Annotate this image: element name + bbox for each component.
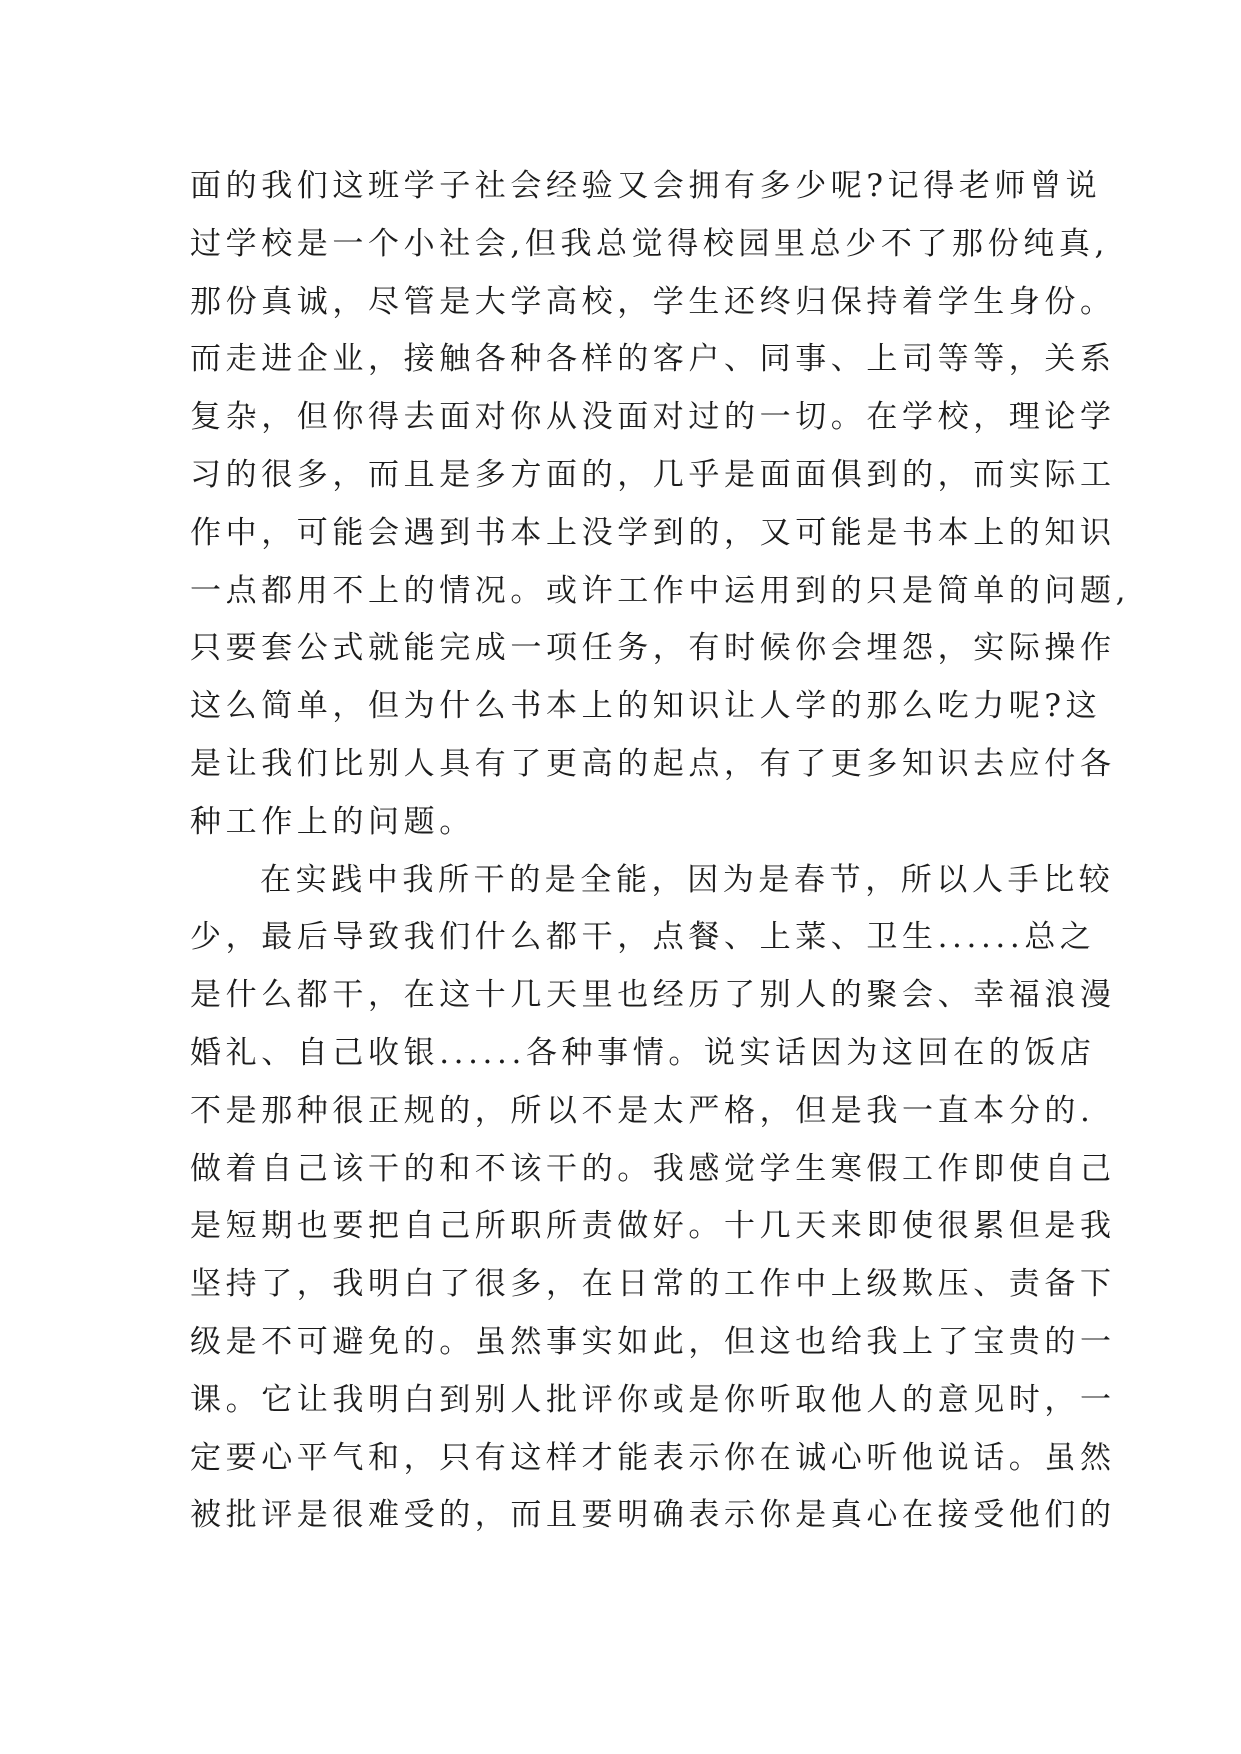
text-line: 而走进企业，接触各种各样的客户、同事、上司等等，关系 — [190, 341, 1116, 378]
text-line: 级是不可避免的。虽然事实如此，但这也给我上了宝贵的一 — [190, 1323, 1116, 1360]
paragraph-first-line: 在实践中我所干的是全能，因为是春节，所以人手比较 — [260, 861, 1115, 898]
text-line: 复杂，但你得去面对你从没面对过的一切。在学校，理论学 — [190, 399, 1116, 436]
text-line: 面的我们这班学子社会经验又会拥有多少呢?记得老师曾说 — [190, 168, 1102, 204]
text-line: 一点都用不上的情况。或许工作中运用到的只是简单的问题, — [190, 572, 1131, 609]
text-line: 被批评是很难受的，而且要明确表示你是真心在接受他们的 — [190, 1497, 1116, 1534]
body-text — [190, 158, 1131, 1545]
text-line: 少，最后导致我们什么都干，点餐、上菜、卫生......总之 — [190, 919, 1096, 956]
text-line: 定要心平气和，只有这样才能表示你在诚心听他说话。虽然 — [190, 1439, 1116, 1476]
text-line: 这么简单，但为什么书本上的知识让人学的那么吃力呢?这 — [190, 688, 1102, 725]
text-line: 只要套公式就能完成一项任务，有时候你会埋怨，实际操作 — [190, 630, 1116, 667]
text-line: 习的很多，而且是多方面的，几乎是面面俱到的，而实际工 — [190, 456, 1116, 493]
text-line: 过学校是一个小社会,但我总觉得校园里总少不了那份纯真, — [190, 225, 1109, 262]
text-line: 作中，可能会遇到书本上没学到的，又可能是书本上的知识 — [190, 514, 1116, 551]
text-line: 是让我们比别人具有了更高的起点，有了更多知识去应付各 — [190, 745, 1116, 782]
text-line: 是短期也要把自己所职所责做好。十几天来即使很累但是我 — [190, 1208, 1116, 1245]
text-line: 那份真诚，尽管是大学高校，学生还终归保持着学生身份。 — [190, 283, 1116, 320]
text-line: 是什么都干，在这十几天里也经历了别人的聚会、幸福浪漫 — [190, 977, 1116, 1014]
text-line: 课。它让我明白到别人批评你或是你听取他人的意见时，一 — [190, 1381, 1116, 1418]
text-line: 种工作上的问题。 — [190, 803, 475, 840]
text-line: 不是那种很正规的，所以不是太严格，但是我一直本分的. — [190, 1092, 1095, 1129]
text-line: 坚持了，我明白了很多，在日常的工作中上级欺压、责备下 — [190, 1266, 1116, 1303]
text-line: 做着自己该干的和不该干的。我感觉学生寒假工作即使自己 — [190, 1150, 1116, 1187]
text-line: 婚礼、自己收银......各种事情。说实话因为这回在的饭店 — [190, 1034, 1096, 1071]
